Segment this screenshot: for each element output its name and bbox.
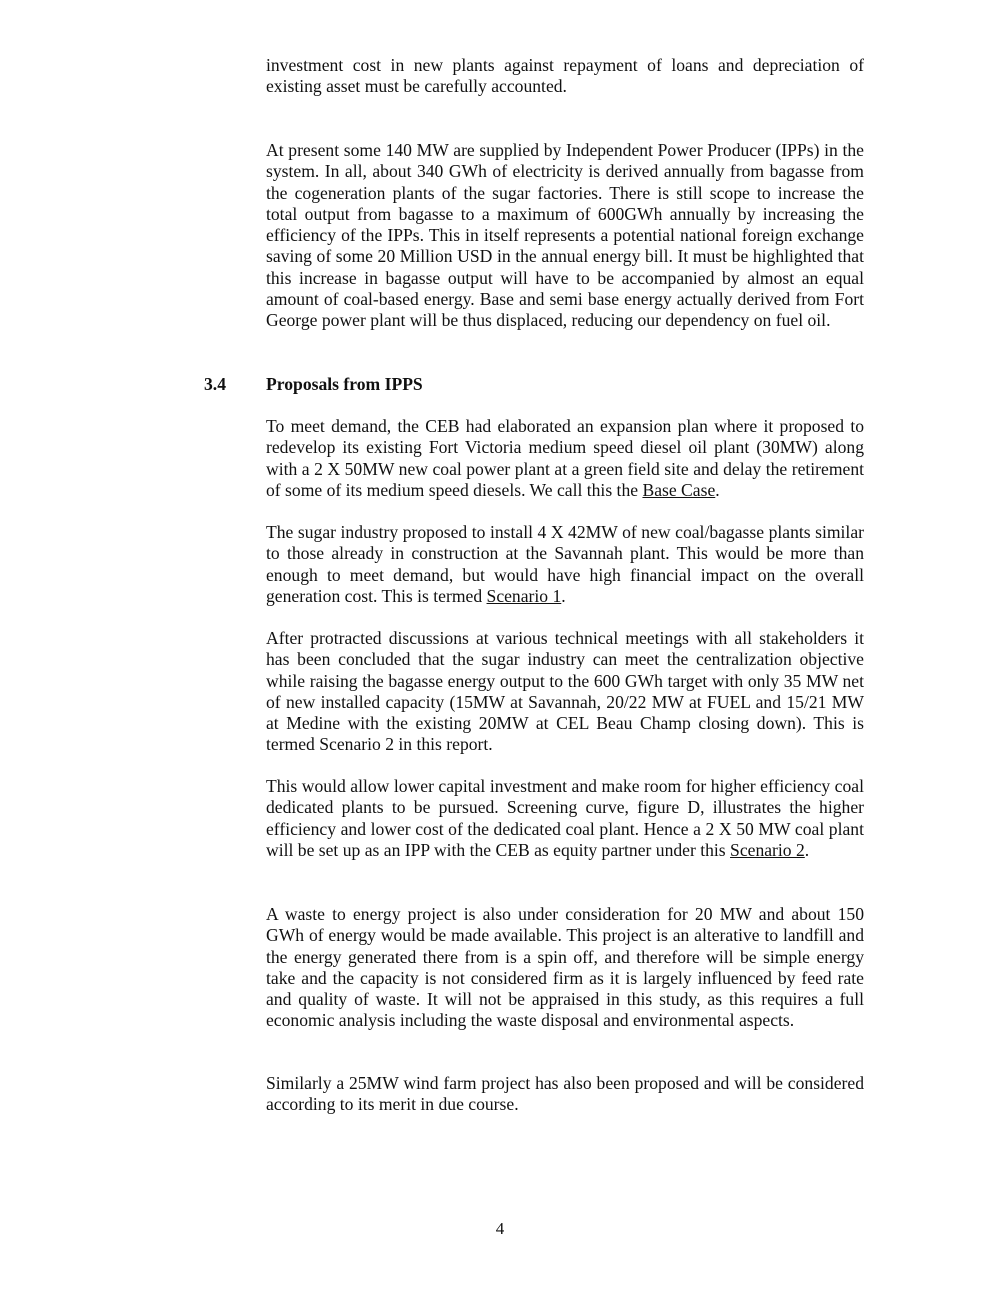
term-scenario-1: Scenario 1 (486, 585, 562, 606)
paragraph-scenario-1 (266, 522, 864, 607)
paragraph-waste-to-energy: A waste to energy project is also under consideration for 20 MW and about 150 GWh of energy would be made available. This project is an alterative to landfill and the energy generated there from is a spin off, and therefore will be simple energy take and the capacity is not considered firm as it is largely influenced by feed rate and quality of waste. It will not be appraised in this study, as this requires a full economic analysis including the waste disposal and environmental aspects. (266, 904, 864, 1031)
paragraph-intro: investment cost in new plants against repayment of loans and depreciation of existing asset must be carefully accounted. (266, 55, 864, 97)
paragraph-lower-capital (266, 776, 864, 861)
paragraph-base-case-end: . (715, 479, 720, 500)
paragraph-lower-capital-end: . (804, 839, 810, 860)
paragraph-scenario-2: After protracted discussions at various technical meetings with all stakeholders it has been concluded that the sugar industry can meet the centralization objective while raising the bagasse energy output to the 600 GWh target with only 35 MW net of new installed capacity (15MW at Savannah, 20/22 MW at FUEL and 15/21 MW at Medine with the existing 20MW at CEL Beau Champ closing down). This is termed Scenario 2 in this report. (266, 628, 864, 755)
term-base-case: Base Case (642, 479, 716, 500)
section-title: Proposals from IPPS (266, 374, 423, 394)
paragraph-ipp-supply: At present some 140 MW are supplied by Independent Power Producer (IPPs) in the system. In all, about 340 GWh of electricity is derived annually from bagasse from the cogeneration plants of the sugar factories. There is still scope to increase the total output from bagasse to a maximum of 600GWh annually by increasing the efficiency of the IPPs. This in itself represents a potential national foreign exchange saving of some 20 Million USD in the annual energy bill. It must be highlighted that this increase in bagasse output will have to be accompanied by almost an equal amount of coal-based energy. Base and semi base energy actually derived from Fort George power plant will be thus displaced, reducing our dependency on fuel oil. (266, 140, 864, 331)
paragraph-scenario-1-text: The sugar industry proposed to install 4 X 42MW of new coal/bagasse plants similar to those already in construction at the Savannah plant. This would be more than enough to meet demand, but would have high financial impact on the overall generation cost. This is termed (266, 522, 864, 606)
paragraph-lower-capital-text: This would allow lower capital investment and make room for higher efficiency coal dedicated plants to be pursued. Screening curve, figure D, illustrates the higher efficiency and lower cost of the dedicated coal plant. Hence a 2 X 50 MW coal plant will be set up as an IPP with the CEB as equity partner under this (266, 776, 864, 860)
paragraph-wind-farm: Similarly a 25MW wind farm project has also been proposed and will be considered according to its merit in due course. (266, 1073, 864, 1115)
page-number: 4 (495, 1219, 505, 1238)
section-number: 3.4 (204, 374, 226, 394)
paragraph-scenario-1-end: . (561, 585, 566, 606)
paragraph-base-case-text: To meet demand, the CEB had elaborated an expansion plan where it proposed to redevelop its existing Fort Victoria medium speed diesel oil plant (30MW) along with a 2 X 50MW new coal power plant at a green field site and delay the retirement of some of its medium speed diesels. We call this the (266, 416, 864, 500)
term-scenario-2: Scenario 2 (730, 839, 805, 860)
paragraph-base-case (266, 416, 864, 501)
